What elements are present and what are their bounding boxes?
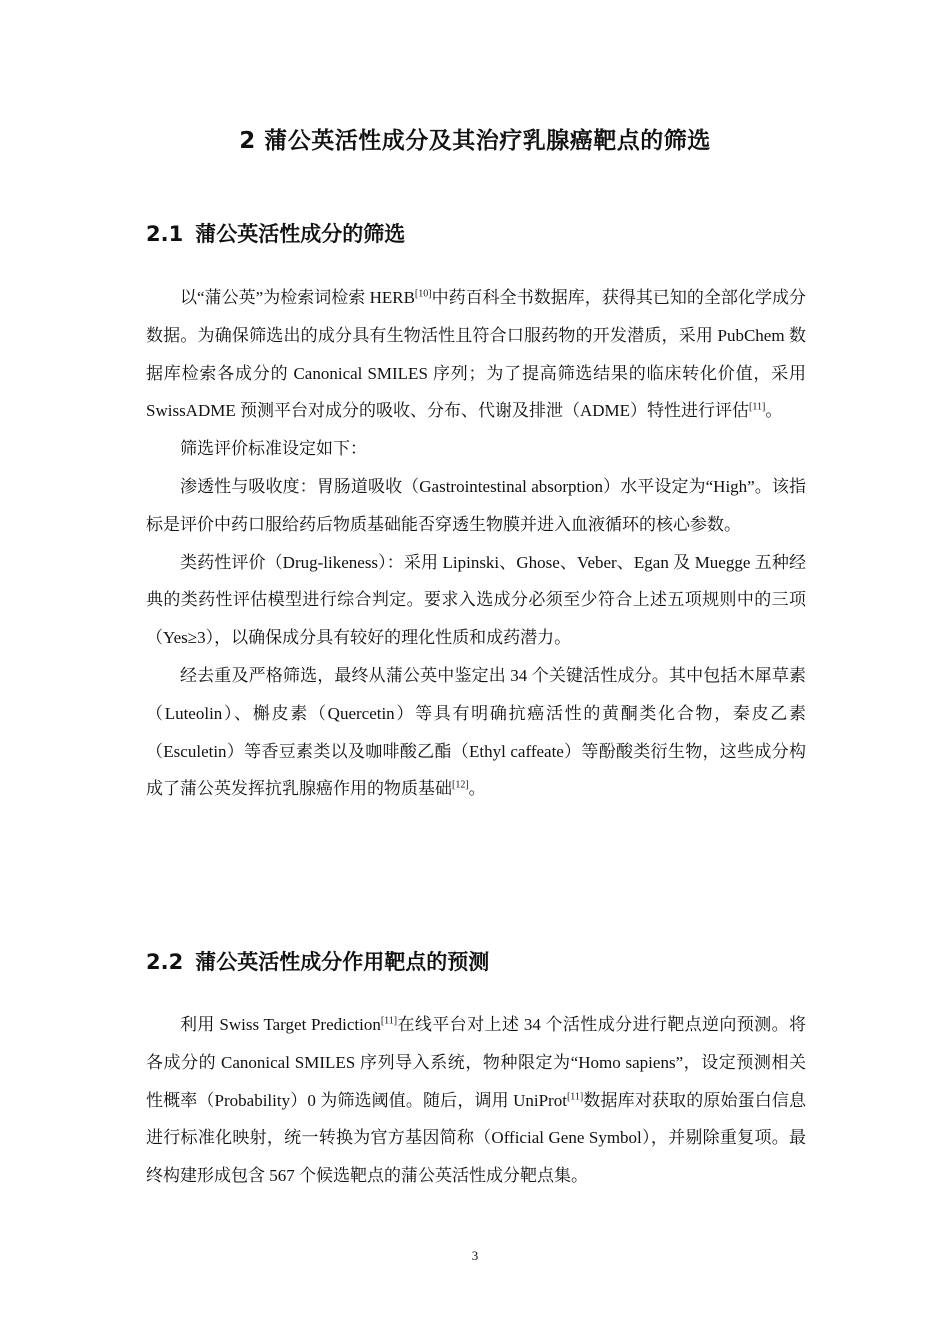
paragraph-text: 在线平台对上述 34 个活性成分进行靶点逆向预测。将各成分的 Canonical SMILES 序列导入系统，物种限定为“Homo sapiens”，设定预测相关性概率（Probability）0 为筛选阈值。随后，调用 UniProt: [146, 1015, 806, 1110]
page-number: 3: [471, 1248, 479, 1263]
paragraph: [146, 657, 806, 808]
paragraph: [146, 279, 806, 430]
paragraph-text: 数据库对获取的原始蛋白信息进行标准化映射，统一转换为官方基因简称（Official Gene Symbol），并剔除重复项。最终构建形成包含 567 个候选靶点的蒲公英活性成分靶点集。: [146, 1090, 806, 1186]
citation: [12]: [452, 779, 469, 791]
paragraph: 渗透性与吸收度：胃肠道吸收（Gastrointestinal absorption）水平设定为“High”。该指标是评价中药口服给药后物质基础能否穿透生物膜并进入血液循环的核心参数。: [146, 476, 806, 534]
section-heading-2-1: [146, 218, 405, 248]
paragraph: [146, 1006, 806, 1195]
citation: [11]: [566, 1090, 584, 1102]
paragraph-text: 。: [468, 779, 486, 799]
section-number: 2.2: [146, 950, 184, 974]
section-title-text: 蒲公英活性成分作用靶点的预测: [195, 950, 490, 974]
section-2-1-body: [146, 279, 806, 808]
chapter-title: 2 蒲公英活性成分及其治疗乳腺癌靶点的筛选: [239, 128, 711, 154]
section-number: 2.1: [146, 222, 184, 246]
section-2-2-body: [146, 1006, 806, 1195]
section-title-text: 蒲公英活性成分的筛选: [195, 222, 406, 246]
section-heading-2-2: [146, 946, 489, 976]
paragraph-text: 。: [765, 401, 783, 421]
paragraph: 类药性评价（Drug-likeness）：采用 Lipinski、Ghose、Veber、Egan 及 Muegge 五种经典的类药性评估模型进行综合判定。要求入选成分必须至少符合上述五项规则中的三项（Yes≥3），以确保成分具有较好的理化性质和成药潜力。: [146, 552, 806, 648]
citation: [11]: [380, 1015, 398, 1027]
paragraph-text: 经去重及严格筛选，最终从蒲公英中鉴定出 34 个关键活性成分。其中包括木犀草素（Luteolin）、槲皮素（Quercetin）等具有明确抗癌活性的黄酮类化合物，秦皮乙素（Esculetin）等香豆素类以及咖啡酸乙酯（Ethyl caffeate）等酚酸类衍生物，这些成分构成了蒲公英发挥抗乳腺癌作用的物质基础: [146, 665, 806, 799]
paragraph-text: 利用 Swiss Target Prediction: [180, 1015, 381, 1034]
citation: [11]: [749, 401, 766, 413]
paragraph-text: 以“蒲公英”为检索词检索 HERB: [180, 288, 415, 307]
citation: [10]: [414, 288, 432, 300]
paragraph: 筛选评价标准设定如下：: [180, 439, 367, 459]
paragraph-text: 中药百科全书数据库，获得其已知的全部化学成分数据。为确保筛选出的成分具有生物活性且符合口服药物的开发潜质，采用 PubChem 数据库检索各成分的 Canonical SMILES 序列；为了提高筛选结果的临床转化价值，采用 SwissADME 预测平台对成分的吸收、分布、代谢及排泄（ADME）特性进行评估: [146, 288, 806, 421]
